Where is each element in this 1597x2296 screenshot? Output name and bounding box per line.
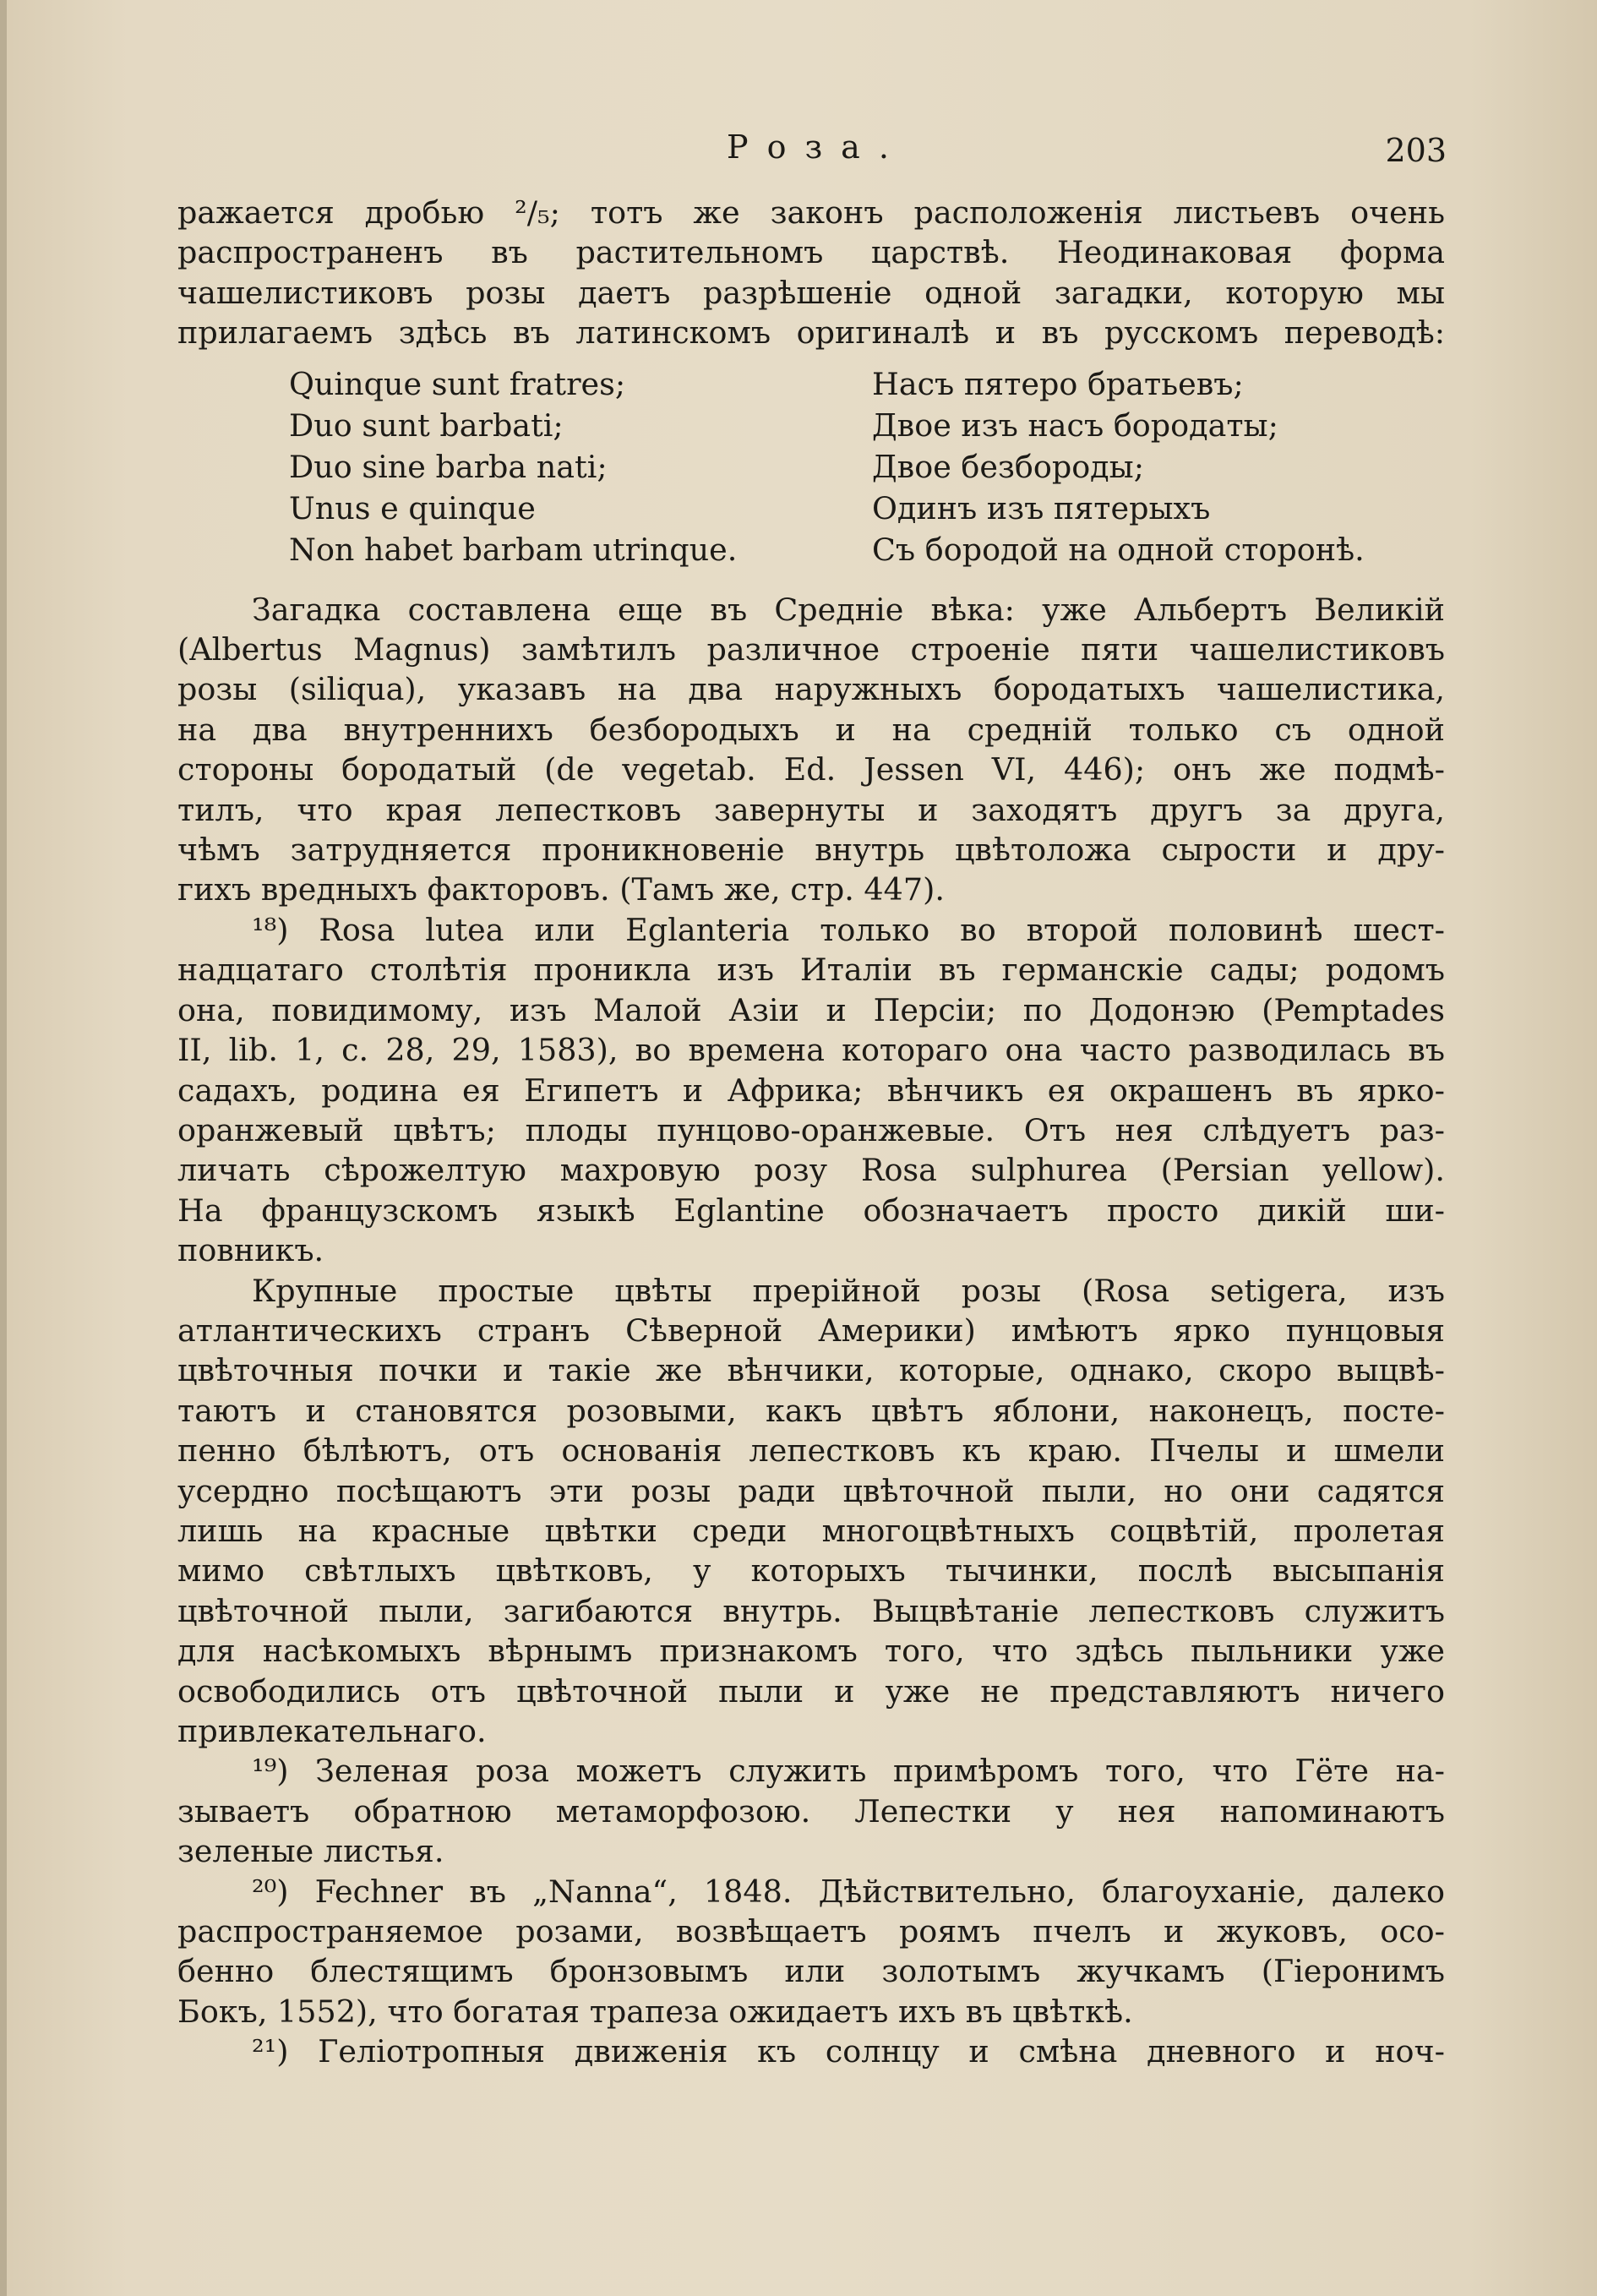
text-line: она, повидимому, изъ Малой Азіи и Персіи; по Додонэю (Pemptades xyxy=(177,991,1445,1028)
text-line: ²¹) Геліотропныя движенія къ солнцу и смѣна дневного и ноч- xyxy=(252,2033,1445,2070)
text-line: розы (siliqua), указавъ на два наружныхъ бородатыхъ чашелистика, xyxy=(177,671,1445,708)
footnote-20 xyxy=(177,1872,1445,2032)
text-line: цвѣточныя почки и такіе же вѣнчики, которые, однако, скоро выцвѣ- xyxy=(177,1352,1445,1389)
text-line: освободились отъ цвѣточной пыли и уже не представляютъ ничего xyxy=(177,1672,1445,1710)
footnote-19 xyxy=(177,1751,1445,1871)
text-line: гихъ вредныхъ факторовъ. (Тамъ же, стр. 447). xyxy=(177,871,945,908)
text-line: мимо свѣтлыхъ цвѣтковъ, у которыхъ тычинки, послѣ высыпанія xyxy=(177,1552,1445,1590)
text-line: пенно бѣлѣютъ, отъ основанія лепестковъ къ краю. Пчелы и шмели xyxy=(177,1432,1445,1470)
text-line: Крупные простые цвѣты прерійной розы (Rosa setigera, изъ xyxy=(252,1272,1445,1309)
text-line: садахъ, родина ея Египетъ и Африка; вѣнчикъ ея окрашенъ въ ярко- xyxy=(177,1072,1445,1109)
riddle-latin xyxy=(289,363,737,570)
text-line: привлекательнаго. xyxy=(177,1713,487,1749)
text-line: лишь на красные цвѣтки среди многоцвѣтныхъ соцвѣтій, пролетая xyxy=(177,1512,1445,1549)
text-line: II, lib. 1, c. 28, 29, 1583), во времена котораго она часто разводилась въ xyxy=(177,1032,1445,1069)
text-line: ²⁰) Fechner въ „Nanna“, 1848. Дѣйствительно, благоуханіе, далеко xyxy=(252,1873,1445,1910)
text-line: бенно блестящимъ бронзовымъ или золотымъ жучкамъ (Гіеронимъ xyxy=(177,1953,1445,1990)
text-line: Бокъ, 1552), что богатая трапеза ожидаетъ ихъ въ цвѣткѣ. xyxy=(177,1993,1133,2030)
paragraph-albertus xyxy=(177,590,1445,910)
verse-line: Duo sunt barbati; xyxy=(289,406,564,444)
page-number: 203 xyxy=(1385,132,1447,169)
text-line: чашелистиковъ розы даетъ разрѣшеніе одной загадки, которую мы xyxy=(177,274,1445,311)
verse-line: Non habet barbam utrinque. xyxy=(289,531,738,568)
text-line: Загадка составлена еще въ Средніе вѣка: уже Альбертъ Великій xyxy=(252,591,1445,628)
text-line: зываетъ обратною метаморфозою. Лепестки у нея напоминаютъ xyxy=(177,1792,1445,1830)
text-line: На французскомъ языкѣ Eglantine обозначаетъ просто дикій ши- xyxy=(177,1192,1445,1229)
text-line: на два внутреннихъ безбородыхъ и на средній только съ одной xyxy=(177,711,1445,748)
text-line: (Albertus Magnus) замѣтилъ различное строеніе пяти чашелистиковъ xyxy=(177,631,1445,668)
verse-line: Quinque sunt fratres; xyxy=(289,365,626,402)
text-line: прилагаемъ здѣсь въ латинскомъ оригиналѣ и въ русскомъ переводѣ: xyxy=(177,314,1445,352)
text-line: чѣмъ затрудняется проникновеніе внутрь цвѣтоложа сырости и дру- xyxy=(177,832,1445,869)
text-line: оранжевый цвѣтъ; плоды пунцово-оранжевые. Отъ нея слѣдуетъ раз- xyxy=(177,1111,1445,1148)
riddle-verse xyxy=(177,363,1445,575)
text-line: ¹⁹) Зеленая роза можетъ служить примѣромъ того, что Гёте на- xyxy=(252,1753,1445,1790)
text-line: повникъ. xyxy=(177,1232,324,1269)
text-line: распространяемое розами, возвѣщаетъ роямъ пчелъ и жуковъ, осо- xyxy=(177,1913,1445,1950)
text-line: зеленые листья. xyxy=(177,1833,444,1870)
text-line: цвѣточной пыли, загибаются внутрь. Выцвѣтаніе лепестковъ служитъ xyxy=(177,1592,1445,1629)
text-line: усердно посѣщаютъ эти розы ради цвѣточной пыли, но они садятся xyxy=(177,1472,1445,1509)
body-text xyxy=(177,193,1445,2072)
footnote-18 xyxy=(177,910,1445,1271)
page-edge xyxy=(0,0,7,2296)
verse-line: Двое безбороды; xyxy=(872,448,1144,485)
text-line: стороны бородатый (de vegetab. Ed. Jessen VI, 446); онъ же подмѣ- xyxy=(177,751,1445,788)
verse-line: Двое изъ насъ бородаты; xyxy=(872,406,1278,444)
verse-line: Unus e quinque xyxy=(289,489,536,526)
text-line: личать сѣрожелтую махровую розу Rosa sulphurea (Persian yellow). xyxy=(177,1152,1445,1189)
paragraph-setigera xyxy=(177,1271,1445,1752)
text-line: атлантическихъ странъ Сѣверной Америки) имѣютъ ярко пунцовыя xyxy=(177,1312,1445,1349)
verse-line: Одинъ изъ пятерыхъ xyxy=(872,489,1211,526)
riddle-russian xyxy=(872,363,1365,570)
text-line: для насѣкомыхъ вѣрнымъ признакомъ того, что здѣсь пыльники уже xyxy=(177,1633,1445,1670)
intro-paragraph xyxy=(177,193,1445,353)
text-line: ражается дробью ²/₅; тотъ же законъ расположенія листьевъ очень xyxy=(177,194,1445,231)
text-line: надцатаго столѣтія проникла изъ Италіи въ германскіе сады; родомъ xyxy=(177,952,1445,989)
footnote-21 xyxy=(177,2031,1445,2071)
verse-line: Насъ пятеро братьевъ; xyxy=(872,365,1244,402)
text-line: таютъ и становятся розовыми, какъ цвѣтъ яблони, наконецъ, посте- xyxy=(177,1392,1445,1429)
text-line: ¹⁸) Rosa lutea или Eglanteria только во второй половинѣ шест- xyxy=(252,911,1445,948)
text-line: распространенъ въ растительномъ царствѣ. Неодинаковая форма xyxy=(177,234,1445,271)
verse-line: Съ бородой на одной сторонѣ. xyxy=(872,531,1365,568)
verse-line: Duo sine barba nati; xyxy=(289,448,608,485)
text-line: тилъ, что края лепестковъ завернуты и заходятъ другъ за друга, xyxy=(177,791,1445,828)
running-head: Роза. xyxy=(727,128,908,166)
